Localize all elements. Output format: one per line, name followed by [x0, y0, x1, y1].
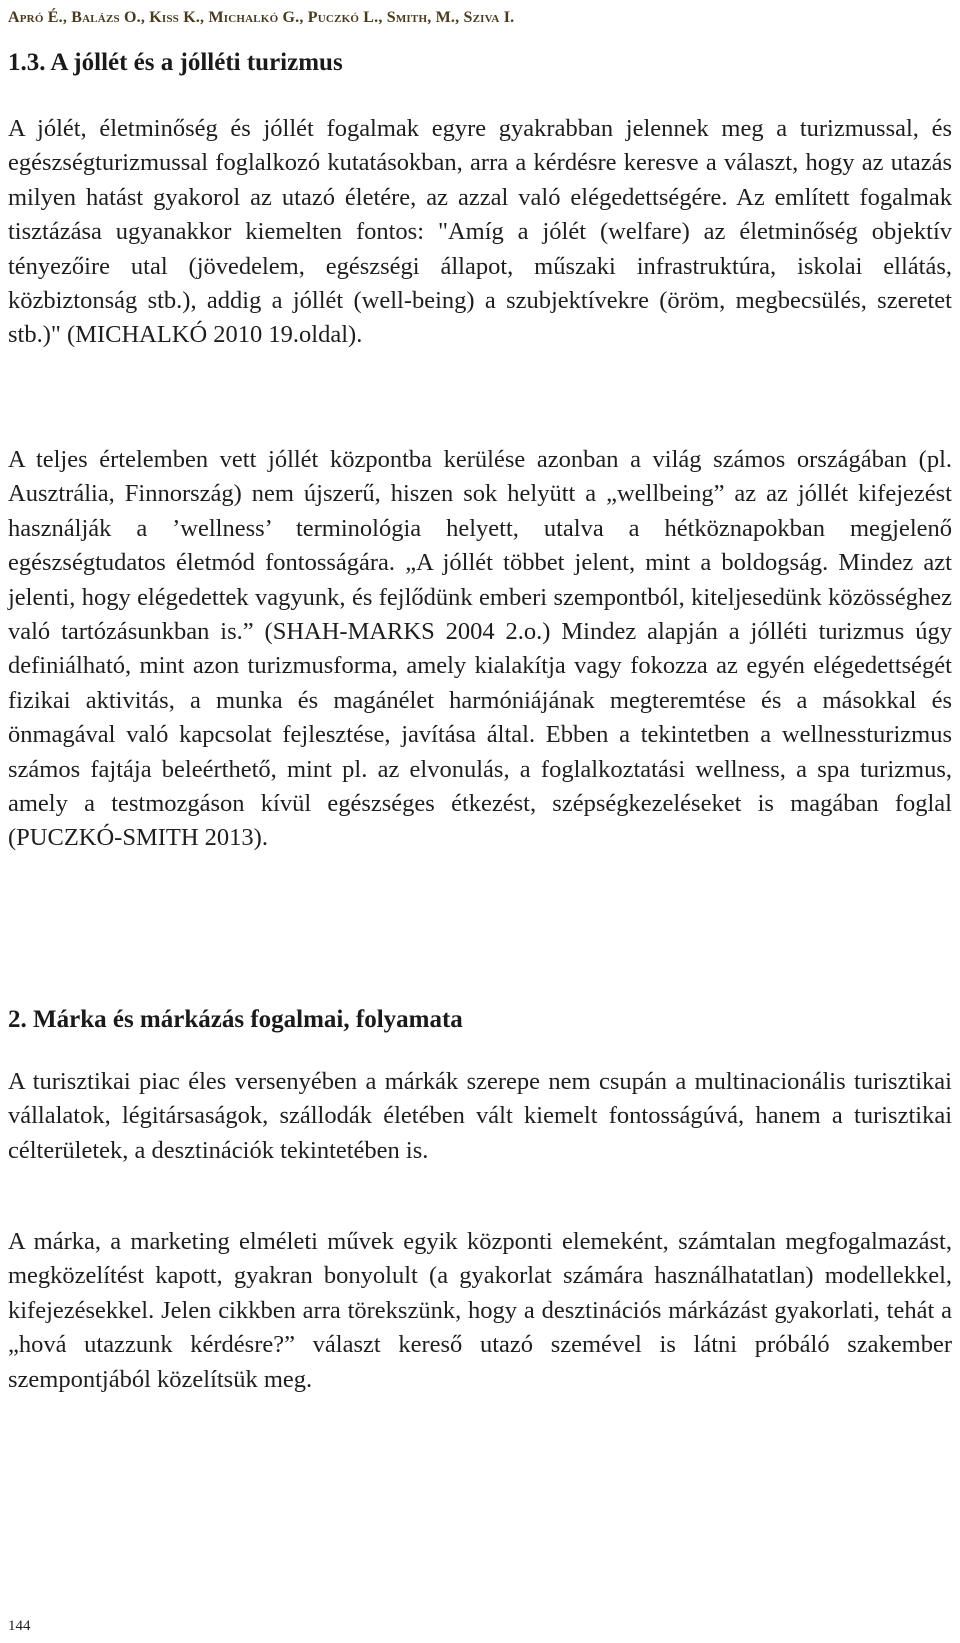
paragraph-brand-definition: A márka, a marketing elméleti művek egyik központi elemeként, számtalan megfogalmazást, megközelítést kapott, gyakran bonyolult (a gyakorlat számára használhatatlan) modellekkel, kifejezésekkel. Jelen cikkben arra törekszünk, hogy a desztinációs márkázást gyakorlati, tehát a „hová utazzunk kérdésre?” választ kereső utazó szemével is látni próbáló szakember szempontjából közelítsük meg. — [8, 1228, 952, 1393]
chapter-heading: 2. Márka és márkázás fogalmai, folyamata — [8, 1006, 463, 1033]
paragraph-brand-role: A turisztikai piac éles versenyében a márkák szerepe nem csupán a multinacionális turisztikai vállalatok, légitársaságok, szállodák életében vált kiemelt fontosságúvá, hanem a turisztikai célterületek, a desztinációk tekintetében is. — [8, 1068, 952, 1164]
paragraph-wellbeing-tourism: A teljes értelemben vett jóllét központba kerülése azonban a világ számos országában (pl. Ausztrália, Finnország) nem újszerű, hiszen sok helyütt a „wellbeing” az az jóllét kifejezést használják a ’wellness’ terminológia helyett, utalva a hétköznapokban megjelenő egészségtudatos életmód fontosságára. „A jóllét többet jelent, mint a boldogság. Mindez azt jelenti, hogy elégedettek vagyunk, és fejlődünk emberi szempontból, kiteljesedünk közösséghez való tartózásunkban is.” (SHAH-MARKS 2004 2.o.) Mindez alapján a jólléti turizmus úgy definiálható, mint azon turizmusforma, amely kialakítja vagy fokozza az egyén elégedettségét fizikai aktivitás, a munka és magánélet harmóniájának megteremtése és a másokkal és önmagával való kapcsolat fejlesztése, javítása által. Ebben a tekintetben a wellnessturizmus számos fajtája beleérthető, mint pl. az elvonulás, a foglalkoztatási wellness, a spa turizmus, amely a testmozgáson kívül egészséges étkezést, szépségkezeléseket is magában foglal (PUCZKÓ-SMITH 2013). — [8, 446, 952, 852]
running-header: Apró É., Balázs O., Kiss K., Michalkó G., Puczkó L., Smith, M., Sziva I. — [8, 9, 515, 26]
paragraph-wellbeing-definitions: A jólét, életminőség és jóllét fogalmak egyre gyakrabban jelennek meg a turizmussal, és egészségturizmussal foglalkozó kutatásokban, arra a kérdésre keresve a választ, hogy az utazás milyen hatást gyakorol az utazó életére, az azzal való elégedettségére. Az említett fogalmak tisztázása ugyanakkor kiemelten fontos: "Amíg a jólét (welfare) az életminőség objektív tényezőire utal (jövedelem, egészségi állapot, műszaki infrastruktúra, iskolai ellátás, közbiztonság stb.), addig a jóllét (well-being) a szubjektívekre (öröm, megbecsülés, szeretet stb.)" (MICHALKÓ 2010 19.oldal). — [8, 115, 952, 349]
section-heading: 1.3. A jóllét és a jólléti turizmus — [8, 49, 343, 76]
page-number: 144 — [8, 1618, 31, 1634]
